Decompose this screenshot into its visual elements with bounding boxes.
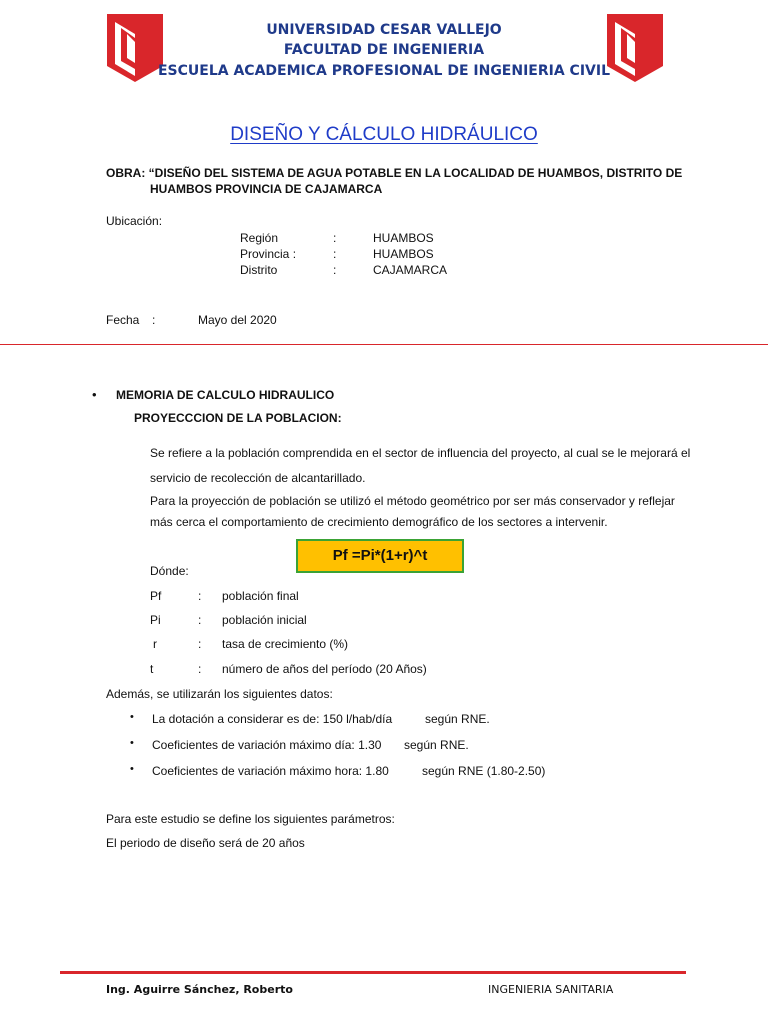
variable-symbol: t [150,662,154,676]
header-school: ESCUELA ACADEMICA PROFESIONAL DE INGENIERIA CIVIL [157,63,611,79]
paragraph-2-line-2: más cerca el comportamiento de crecimiento demográfico de los sectores a intervenir. [150,515,608,529]
paragraph-1-line-2: servicio de recolección de alcantarillado. [150,471,366,485]
paragraph-1-line-1: Se refiere a la población comprendida en el sector de influencia del proyecto, al cual se le mejorará el [150,446,691,460]
parametros-text: Para este estudio se define los siguientes parámetros: [106,812,395,826]
ubicacion-row-label: Región [240,231,279,245]
donde-label: Dónde: [150,564,189,578]
memoria-heading: MEMORIA DE CALCULO HIDRAULICO [116,388,335,402]
ubicacion-row-sep: : [333,247,337,261]
obra-line-1: OBRA: “DISEÑO DEL SISTEMA DE AGUA POTABLE EN LA LOCALIDAD DE HUAMBOS, DISTRITO DE [106,166,683,180]
footer-author: Ing. Aguirre Sánchez, Roberto [106,983,293,996]
footer-department: INGENIERIA SANITARIA [488,983,614,996]
variable-symbol: r [153,637,157,651]
section-divider [0,344,768,345]
ubicacion-row-value: HUAMBOS [373,231,434,245]
dato-text: Coeficientes de variación máximo día: 1.30 [152,738,382,752]
paragraph-2-line-1: Para la proyección de población se utilizó el método geométrico por ser más conservador y reflejar [150,494,675,508]
bullet-dot: • [130,711,134,723]
dato-text: La dotación a considerar es de: 150 l/hab/día [152,712,393,726]
variable-sep: : [198,637,202,651]
ubicacion-row-value: HUAMBOS [373,247,434,261]
variable-symbol: Pf [150,589,162,603]
dato-ref: según RNE (1.80-2.50) [422,764,546,778]
fecha-sep: : [152,313,156,327]
dato-ref: según RNE. [425,712,490,726]
dato-text: Coeficientes de variación máximo hora: 1.80 [152,764,389,778]
dato-ref: según RNE. [404,738,469,752]
variable-desc: población final [222,589,299,603]
fecha-value: Mayo del 2020 [198,313,277,327]
footer-divider [60,971,686,974]
ubicacion-row-sep: : [333,263,337,277]
variable-desc: número de años del período (20 Años) [222,662,427,676]
proyeccion-heading: PROYECCCION DE LA POBLACION: [134,411,342,425]
ubicacion-row-label: Provincia : [240,247,297,261]
bullet-dot: • [130,763,134,775]
ubicacion-row-value: CAJAMARCA [373,263,448,277]
fecha-label: Fecha [106,313,140,327]
ubicacion-row-label: Distrito [240,263,278,277]
variable-sep: : [198,662,202,676]
ubicacion-row-sep: : [333,231,337,245]
ubicacion-label: Ubicación: [106,214,163,228]
variable-sep: : [198,589,202,603]
obra-line-2: HUAMBOS PROVINCIA DE CAJAMARCA [150,182,383,196]
variable-desc: población inicial [222,613,307,627]
variable-sep: : [198,613,202,627]
bullet-dot: • [92,387,97,402]
bullet-dot: • [130,737,134,749]
document-title: DISEÑO Y CÁLCULO HIDRÁULICO [230,124,538,145]
ademas-text: Además, se utilizarán los siguientes datos: [106,687,333,701]
header-university: UNIVERSIDAD CESAR VALLEJO [266,22,502,38]
header-faculty: FACULTAD DE INGENIERIA [283,42,485,58]
variable-desc: tasa de crecimiento (%) [222,637,349,651]
population-formula: Pf =Pi*(1+r)^t [296,539,464,573]
periodo-text: El periodo de diseño será de 20 años [106,836,305,850]
variable-symbol: Pi [150,613,161,627]
